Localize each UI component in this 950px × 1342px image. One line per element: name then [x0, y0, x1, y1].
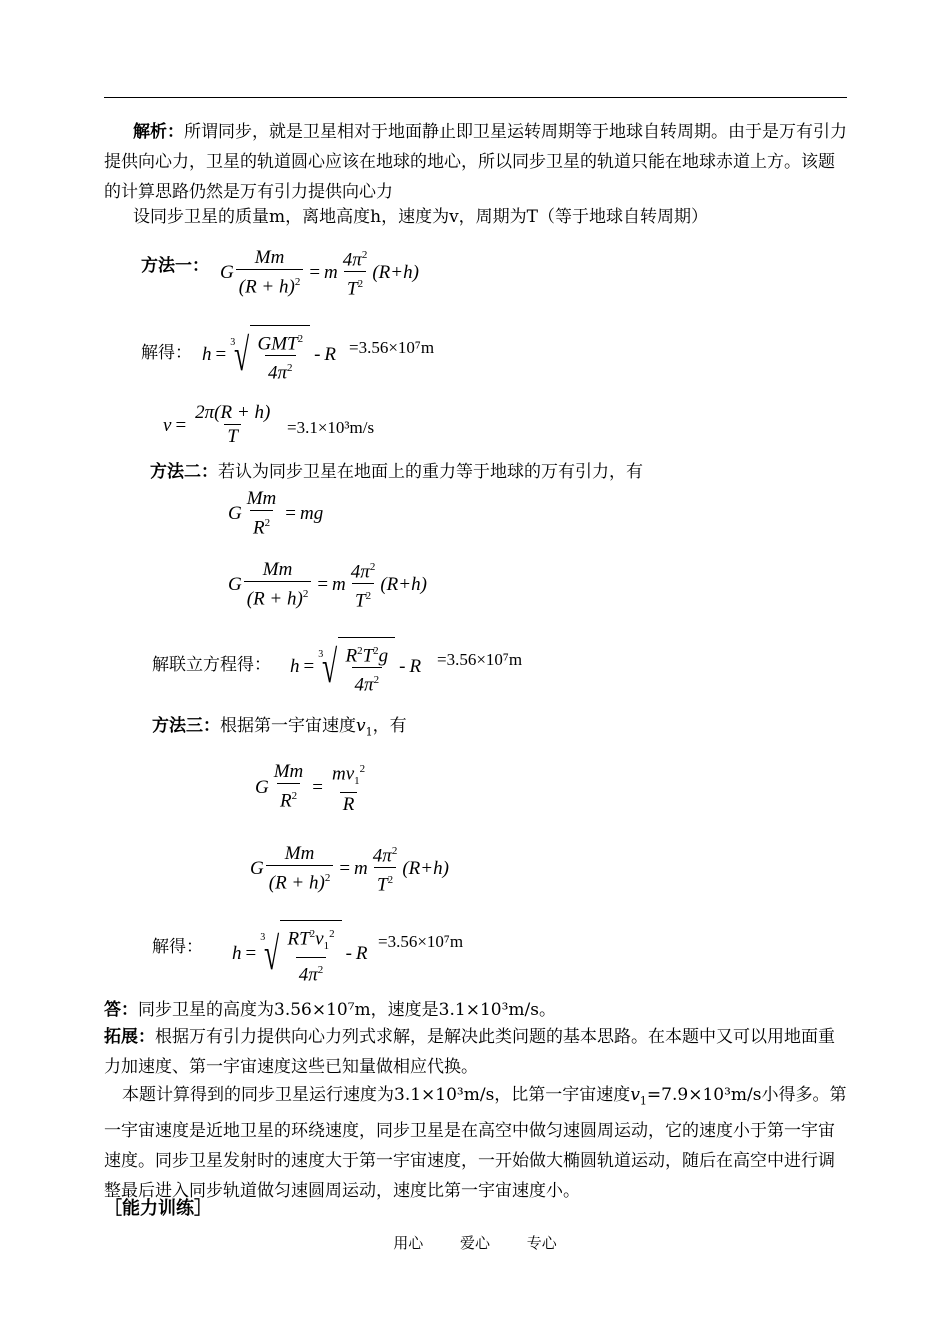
method3-text-prefix: 根据第一宇宙速度	[220, 716, 356, 736]
method1-label: 方法一：	[141, 256, 209, 276]
extension-para2-b: =7.9×10³m/s小得多。第一宇宙速度是近地卫星的环绕速度，同步卫星是在高空中做匀速圆周运动，它的速度小于第一宇宙速度。同步卫星发射时的速度大于第一宇宙速度，一开始做大椭圆轨道运动，随后在高空中进行调整最后进入同步轨道做匀速圆周运动，速度比第一宇宙速度小。	[104, 1085, 847, 1202]
method1-solve-label: 解得：	[141, 343, 192, 363]
extension-para2-sub: 1	[639, 1094, 647, 1108]
method3-text-var: v	[356, 716, 366, 736]
method3-label: 方法三：	[152, 716, 220, 736]
method2-line	[150, 460, 643, 484]
method1-equation: G $\frac{Mm}{(R + h)^2}$ = m $\frac{4\pi^2}{T^2}$ ( R + h )	[220, 246, 419, 300]
method2-equation-2: G $\frac{Mm}{(R + h)^2}$ = m $\frac{4\pi^2}{T^2}$ ( R + h )	[228, 558, 427, 612]
method2-h-result: =3.56×10⁷m	[437, 650, 523, 669]
method1-v-formula: v = $\frac{2\pi(R + h)}{T}$	[163, 402, 271, 447]
method3-text-sub: 1	[365, 725, 373, 739]
method1-h-formula: h = 3 √ $\frac{GMT^2}{4\pi^2}$ - R	[202, 325, 336, 386]
method3-solve-label: 解得：	[152, 937, 203, 957]
answer-text: 同步卫星的高度为3.56×10⁷m，速度是3.1×10³m/s。	[138, 1000, 556, 1020]
method3-text-suffix: ，有	[372, 716, 407, 736]
method3-equation-1: G $\frac{Mm}{R^2}$ = $\frac{mv_1^2}{R}$	[255, 761, 366, 816]
method3-h-result: =3.56×10⁷m	[378, 932, 464, 951]
method3-h-formula: h = 3 √ $\frac{RT^2v_1^2}{4\pi^2}$ - R	[232, 920, 368, 987]
method2-label: 方法二：	[150, 462, 218, 482]
extension-text: 根据万有引力提供向心力列式求解，是解决此类问题的基本思路。在本题中又可以用地面重力加速度、第一宇宙速度这些已知量做相应代换。	[104, 1027, 835, 1077]
analysis-text: 所谓同步，就是卫星相对于地面静止即卫星运转周期等于地球自转周期。由于是万有引力提供向心力，卫星的轨道圆心应该在地球的地心，所以同步卫星的轨道只能在地球赤道上方。该题的计算思路仍然是万有引力提供向心力	[104, 122, 847, 202]
header-rule	[104, 97, 847, 98]
analysis-label: 解析：	[133, 122, 184, 142]
analysis-paragraph	[104, 117, 848, 207]
footer-item: 专心	[526, 1234, 557, 1252]
method2-h-formula: h = 3 √ $\frac{R^2T^2g}{4\pi^2}$ - R	[290, 637, 421, 698]
method3-line	[152, 714, 407, 744]
footer-item: 用心	[393, 1234, 424, 1252]
extension-label: 拓展：	[104, 1027, 155, 1047]
answer-label: 答：	[104, 1000, 138, 1020]
extension-para2-a: 本题计算得到的同步卫星运行速度为3.1×10³m/s，比第一宇宙速度	[122, 1085, 631, 1105]
method2-solve-label: 解联立方程得：	[152, 655, 271, 675]
method1-h-result: =3.56×10⁷m	[349, 338, 435, 357]
answer-line	[104, 998, 556, 1022]
footer-item: 爱心	[459, 1234, 490, 1252]
method1-v-result: =3.1×10³m/s	[287, 418, 375, 437]
method3-equation-2: G $\frac{Mm}{(R + h)^2}$ = m $\frac{4\pi^2}{T^2}$ ( R + h )	[250, 842, 449, 896]
extension-paragraph	[104, 1022, 848, 1082]
footer	[0, 1232, 950, 1253]
method2-text: 若认为同步卫星在地面上的重力等于地球的万有引力，有	[218, 462, 643, 482]
method2-equation-1: G $\frac{Mm}{R^2}$ = mg	[228, 488, 324, 539]
setup-text: 设同步卫星的质量m，离地高度h，速度为v，周期为T（等于地球自转周期）	[133, 207, 709, 227]
extension-para2-var: v	[630, 1085, 640, 1105]
extension-paragraph-2	[104, 1080, 848, 1206]
section-heading: ［能力训练］	[104, 1198, 212, 1219]
